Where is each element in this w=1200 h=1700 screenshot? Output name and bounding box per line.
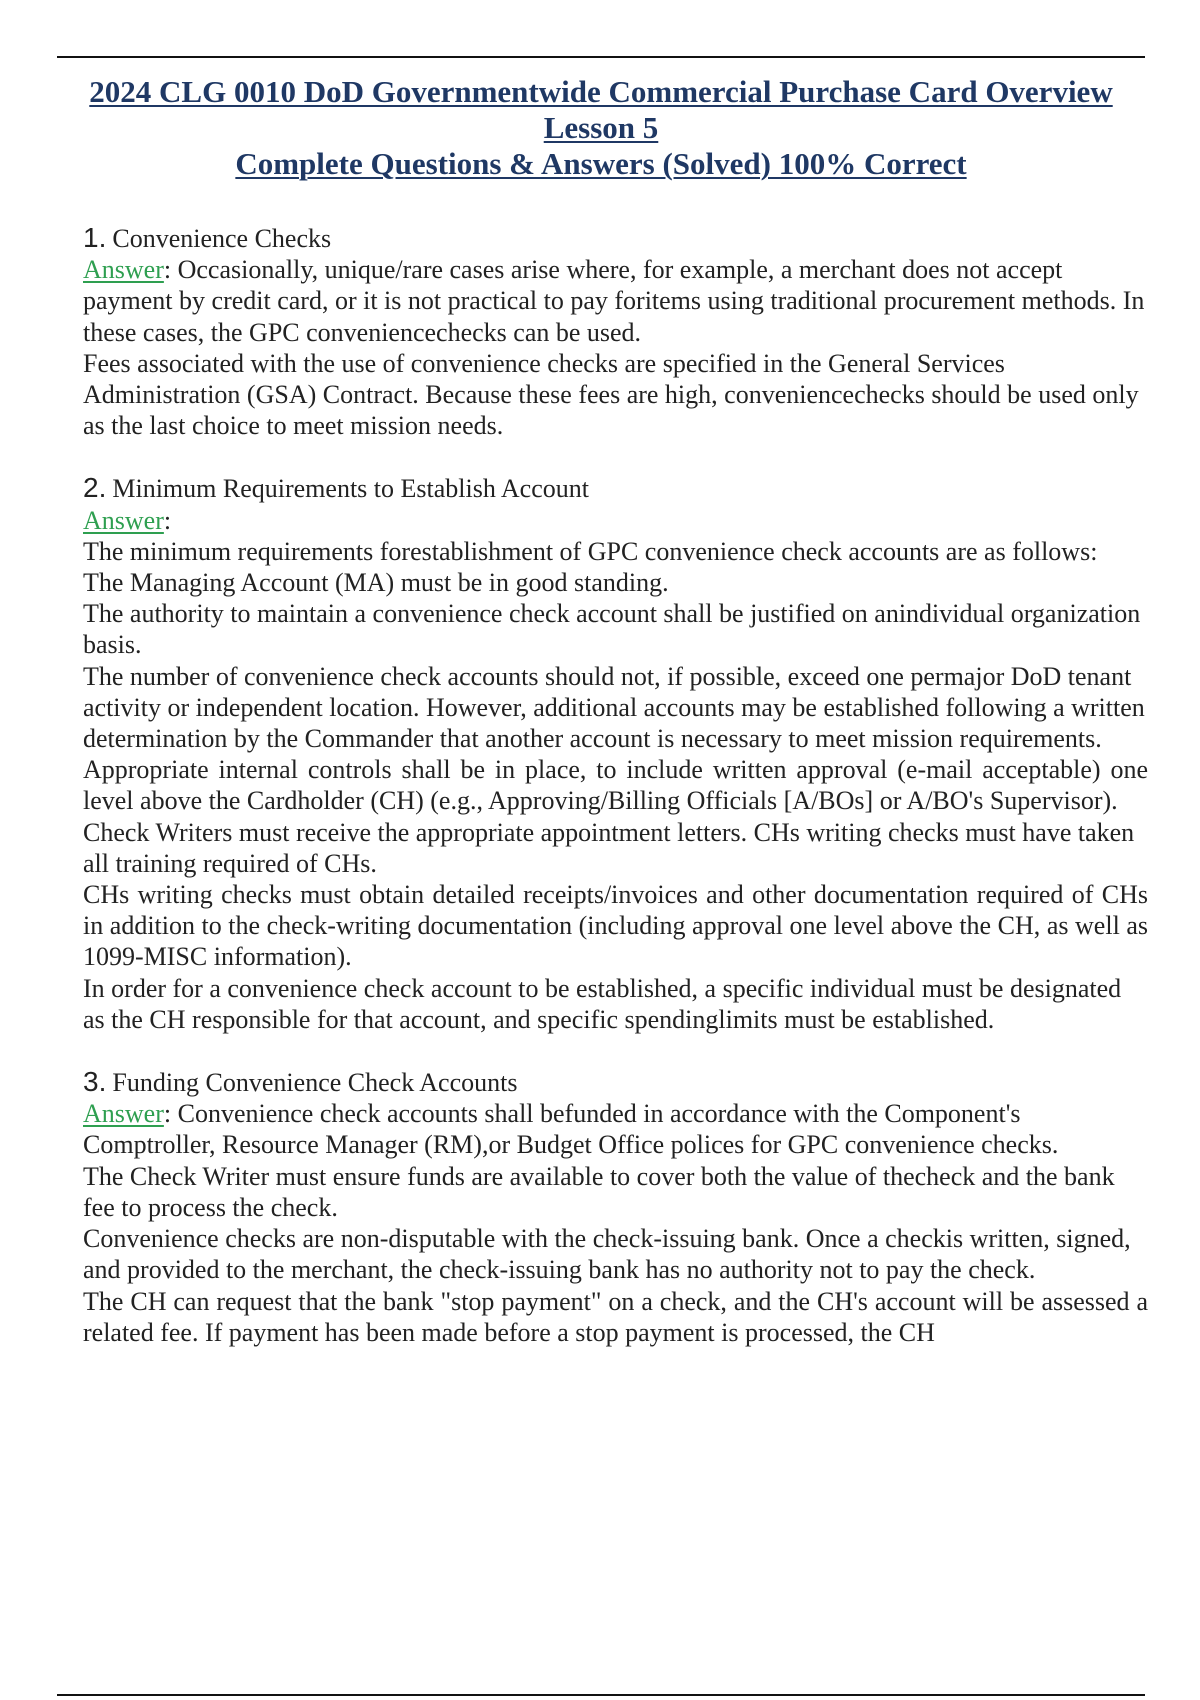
question-2 bbox=[83, 472, 1148, 1035]
answer-paragraph: The CH can request that the bank "stop payment" on a check, and the CH's account will be assessed a related fee. If payment has been made before a stop payment is processed, the CH bbox=[83, 1286, 1148, 1347]
question-title-text: Funding Convenience Check Accounts bbox=[112, 1068, 518, 1098]
question-title bbox=[83, 222, 1148, 254]
bottom-rule bbox=[57, 1694, 1145, 1696]
title-line-1: 2024 CLG 0010 DoD Governmentwide Commercial Purchase Card Overview bbox=[89, 74, 1113, 109]
answer-paragraph bbox=[83, 1098, 1148, 1160]
answer-text: : Occasionally, unique/rare cases arise where, for example, a merchant does not accept payment by credit card, or it is not practical to pay foritems using traditional procurement methods. In these cases, the GPC conveniencechecks can be used. bbox=[83, 255, 1145, 347]
answer-paragraph: The authority to maintain a convenience check account shall be justified on anindividual organization basis. bbox=[83, 599, 1141, 660]
answer-paragraph bbox=[83, 254, 1148, 348]
question-number: 2. bbox=[83, 472, 107, 504]
answer-text: : bbox=[163, 505, 172, 535]
answer-paragraph: The Managing Account (MA) must be in good standing. bbox=[83, 568, 669, 598]
question-1 bbox=[83, 222, 1148, 441]
answer-paragraph: In order for a convenience check account to be established, a specific individual must be designated as the CH responsible for that account, and specific spendinglimits must be established. bbox=[83, 973, 1122, 1034]
answer-label: Answer bbox=[83, 1099, 164, 1129]
answer-paragraph: Appropriate internal controls shall be in place, to include written approval (e-mail acceptable) one level above the Cardholder (CH) (e.g., Approving/Billing Officials [A/BOs] or A/BO's Supervisor). bbox=[83, 755, 1148, 816]
answer-paragraph: CHs writing checks must obtain detailed receipts/invoices and other documentation required of CHs in addition to the check-writing documentation (including approval one level above the CH, as well as 1099-MISC information). bbox=[83, 880, 1148, 972]
top-rule bbox=[57, 56, 1145, 58]
answer-paragraph: Convenience checks are non-disputable with the check-issuing bank. Once a checkis written, signed, and provided to the merchant, the check-issuing bank has no authority not to pay the check. bbox=[83, 1224, 1131, 1285]
title-line-2: Lesson 5 bbox=[543, 110, 659, 145]
question-title-text: Convenience Checks bbox=[112, 224, 332, 253]
answer-paragraph bbox=[83, 505, 1148, 536]
document-header bbox=[57, 74, 1145, 182]
answer-text: : Convenience check accounts shall befunded in accordance with the Component's Comptroller, Resource Manager (RM),or Budget Office polices for GPC convenience checks. bbox=[83, 1099, 1059, 1160]
answer-paragraph: The number of convenience check accounts should not, if possible, exceed one permajor DoD tenant activity or independent location. However, additional accounts may be established following a written determination by the Commander that another account is necessary to meet mission requirements. bbox=[83, 661, 1145, 754]
document-body bbox=[83, 222, 1148, 1379]
question-title-text: Minimum Requirements to Establish Account bbox=[112, 474, 589, 504]
answer-paragraph: Check Writers must receive the appropriate appointment letters. CHs writing checks must have taken all training required of CHs. bbox=[83, 817, 1135, 878]
answer-paragraph: The minimum requirements forestablishment of GPC convenience check accounts are as follows: bbox=[83, 536, 1098, 566]
question-number: 3. bbox=[83, 1066, 107, 1098]
title-line-3: Complete Questions & Answers (Solved) 100% Correct bbox=[235, 146, 967, 181]
question-title bbox=[83, 1066, 1148, 1098]
answer-paragraph: The Check Writer must ensure funds are available to cover both the value of thecheck and the bank fee to process the check. bbox=[83, 1161, 1115, 1222]
answer-label: Answer bbox=[83, 505, 164, 535]
question-3 bbox=[83, 1066, 1148, 1348]
answer-label: Answer bbox=[83, 255, 164, 285]
answer-paragraph: Fees associated with the use of convenience checks are specified in the General Services Administration (GSA) Contract. Because these fees are high, conveniencechecks should be used only as the last choice to meet mission needs. bbox=[83, 348, 1139, 441]
question-number: 1. bbox=[83, 222, 107, 253]
question-title bbox=[83, 472, 1148, 504]
